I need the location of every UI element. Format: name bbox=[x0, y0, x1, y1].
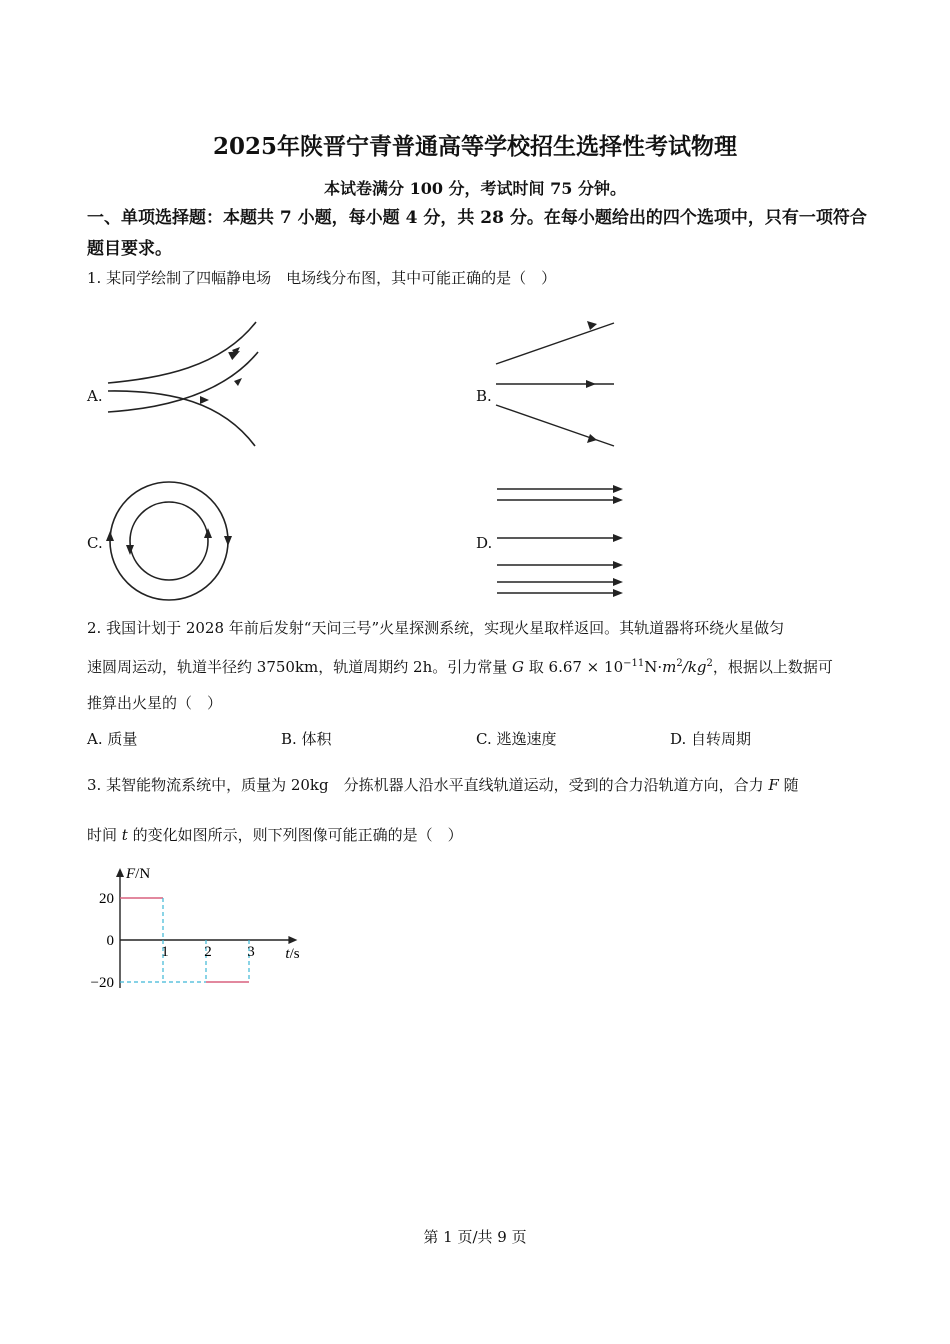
diagram-c-arrow-outer-right bbox=[224, 536, 232, 546]
diagram-b-arrow-2 bbox=[586, 380, 596, 388]
q2-line-1: 2. 我国计划于 2028 年前后发射“天问三号”火星探测系统，实现火星取样返回。其轨道器将环绕火星做匀 bbox=[87, 619, 785, 637]
q2-option-c: C. 逃逸速度 bbox=[476, 730, 557, 748]
diagram-a-arrow-3 bbox=[200, 396, 209, 404]
diagram-b-arrow-1 bbox=[587, 321, 597, 330]
diagram-c-field-lines bbox=[110, 482, 228, 600]
y-axis-label: F/N bbox=[126, 866, 151, 882]
q1-option-b-label: B. bbox=[476, 387, 492, 405]
question-2-text bbox=[87, 610, 867, 721]
diagram-b-field-lines bbox=[496, 323, 614, 446]
q2-option-b: B. 体积 bbox=[281, 730, 332, 748]
page-footer: 第 1 页/共 9 页 bbox=[423, 1228, 527, 1246]
x-tick-label: 3 bbox=[247, 944, 255, 960]
q1-option-d-label: D. bbox=[476, 534, 493, 552]
q3-line-1: 3. 某智能物流系统中，质量为 20kg 分拣机器人沿水平直线轨道运动，受到的合力沿轨道方向，合力 F 随 bbox=[87, 776, 799, 794]
q1-option-c-label: C. bbox=[87, 534, 103, 552]
chart-labels bbox=[91, 866, 300, 991]
y-tick-label: −20 bbox=[90, 975, 114, 991]
question-3-text-line-2: 时间 t 的变化如图所示，则下列图像可能正确的是（ ） bbox=[87, 826, 463, 844]
section-heading: 一、单项选择题：本题共 7 小题，每小题 4 分，共 28 分。在每小题给出的四个选项中，只有一项符合题目要求。 bbox=[87, 208, 867, 259]
x-axis-arrow bbox=[288, 936, 297, 944]
diagram-a-field-lines bbox=[108, 322, 258, 446]
x-axis-label: t/s bbox=[285, 946, 300, 962]
diagram-a-arrow-2 bbox=[234, 378, 242, 386]
q2-option-d: D. 自转周期 bbox=[670, 730, 752, 748]
diagram-a-arrow-1 bbox=[232, 347, 240, 355]
page-title: 2025年陕晋宁青普通高等学校招生选择性考试物理 bbox=[212, 133, 737, 160]
x-tick-label: 2 bbox=[204, 944, 212, 960]
question-1-text: 1. 某同学绘制了四幅静电场 电场线分布图，其中可能正确的是（ ） bbox=[87, 269, 557, 287]
diagram-b-arrow-3 bbox=[587, 434, 597, 443]
chart-axes bbox=[116, 868, 300, 988]
y-tick-label: 20 bbox=[99, 891, 114, 907]
y-tick-label: 0 bbox=[106, 933, 114, 949]
force-time-chart bbox=[80, 850, 330, 1000]
diagram-d-field-lines bbox=[497, 489, 620, 593]
question-3-text bbox=[87, 767, 867, 803]
exam-info: 本试卷满分 100 分，考试时间 75 分钟。 bbox=[324, 179, 626, 198]
x-tick-label: 1 bbox=[161, 944, 169, 960]
q1-option-a-label: A. bbox=[87, 387, 103, 405]
diagram-c-arrow-inner-right bbox=[204, 528, 212, 538]
q1-field-diagrams bbox=[0, 0, 950, 620]
q2-option-a: A. 质量 bbox=[87, 730, 138, 748]
y-axis-arrow bbox=[116, 868, 124, 877]
diagram-c-arrow-outer-left bbox=[106, 531, 114, 541]
q2-line-3: 推算出火星的（ ） bbox=[87, 694, 223, 712]
q2-line-2: 速圆周运动，轨道半径约 3750km，轨道周期约 2h。引力常量 G 取 $6.67 \times 10^{-11}N\cdot m^2/kg^2$，根据以上数据可 bbox=[87, 658, 833, 676]
